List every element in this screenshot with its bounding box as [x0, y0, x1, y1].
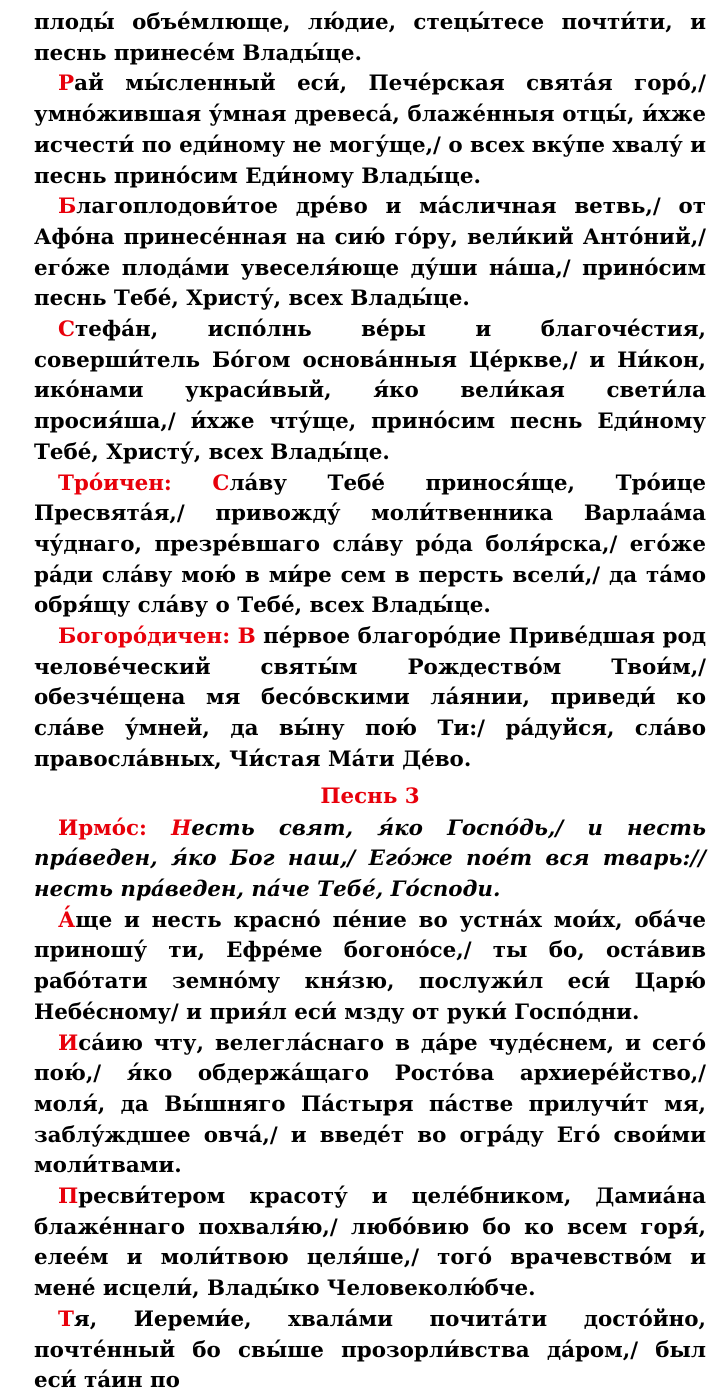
rubric-label: Богоро́дичен: — [58, 624, 238, 650]
irmos-text: есть свят, я́ко Госпо́дь,/ и несть пра́веден, я́ко Бог наш,/ Его́же пое́т вся тварь:// несть пра́веден, па́че Тебе́, Го́споди. — [34, 815, 706, 902]
paragraph-text: са́ию чту, велегла́снаго в да́ре чуде́снем, и сего́ пою́,/ я́ко обдержа́щаго Росто́ва архиере́йство,/ моля́, да Вы́шняго Па́стыря па́стве прилучи́т мя, заблу́ждшее овча́,/ и введе́т во огра́ду Его́ свои́ми моли́твами. — [34, 1030, 706, 1179]
red-initial: Т — [58, 1306, 74, 1332]
text-paragraph — [34, 906, 706, 1029]
paragraph-text: тефа́н, испо́лнь ве́ры и благоче́стия, соверши́тель Бо́гом основа́нныя Це́ркве,/ и Ни́кон, ико́нами украси́вый, я́ко вели́кая свети́ла просия́ша,/ и́хже чту́ще, прино́сим песнь Еди́ному Тебе́, Христу́, всех Влады́це. — [34, 317, 706, 465]
text-paragraph-continuation — [34, 8, 706, 69]
red-initial: И — [58, 1030, 79, 1056]
red-initial: В — [237, 624, 256, 650]
text-paragraph — [34, 1029, 706, 1183]
red-initial: Н — [171, 815, 192, 841]
red-initial: Р — [58, 71, 75, 97]
paragraph-text: плоды́ объе́млюще, лю́дие, стецы́тесе почти́ти, и песнь принесе́м Влады́це. — [34, 10, 706, 66]
paragraph-text: ще и несть красно́ пе́ние во устна́х мои́х, оба́че приношу́ ти, Ефре́ме богоно́се,/ ты бо, оста́вив рабо́тати земно́му кня́зю, послужи́л еси́ Царю́ Небе́сному/ и прия́л еси́ мзду от руки́ Госпо́дни. — [34, 907, 706, 1025]
text-paragraph — [34, 1305, 706, 1397]
ode-heading: Песнь 3 — [320, 783, 420, 809]
rubric-label: Тро́ичен: — [58, 470, 213, 496]
text-paragraph — [34, 315, 706, 469]
troparion-theotokion — [34, 622, 706, 776]
red-initial: Б — [58, 194, 77, 220]
troparion-trinity — [34, 469, 706, 623]
red-initial: А́ — [58, 907, 76, 933]
paragraph-text: пе́рвое благоро́дие Приве́дшая род челове́ческий святы́м Рождество́м Твои́м,/ обезче́щена мя бесо́вскими ла́янии, приведи́ ко сла́ве у́мней, да вы́ну пою́ Ти:/ ра́дуйся, сла́во правосла́вных, Чи́стая Ма́ти Де́во. — [34, 624, 706, 772]
red-initial: С — [58, 317, 76, 343]
rubric-label: Ирмо́с: — [58, 815, 172, 841]
text-paragraph — [34, 1182, 706, 1305]
text-paragraph — [34, 69, 706, 192]
paragraph-text: ай мы́сленный еси́, Пече́рская свята́я горо́,/ умно́жившая у́мная древеса́, блаже́нныя отцы́, и́хже исчести́ по еди́ному не могу́ще,/ о всех вку́пе хвалу́ и песнь прино́сим Еди́ному Влады́це. — [34, 71, 707, 189]
text-paragraph — [34, 192, 706, 315]
irmos-paragraph — [34, 814, 706, 906]
paragraph-text: лагоплодови́тое дре́во и ма́сличная ветвь,/ от Афо́на принесе́нная на сию́ го́ру, вели́кий Анто́ний,/ его́же плода́ми увеселя́юще ду́ши на́ша,/ прино́сим песнь Тебе́, Христу́, всех Влады́це. — [34, 194, 706, 312]
paragraph-text: ресви́тером красоту́ и целе́бником, Дамиа́на блаже́ннаго похваля́ю,/ любо́вию бо ко всем горя́, елее́м и моли́твою целя́ше,/ того́ врачевство́м и мене́ исцели́, Влады́ко Человеколю́бче. — [34, 1184, 706, 1302]
red-initial: С — [212, 470, 230, 496]
red-initial: П — [58, 1184, 79, 1210]
paragraph-text: ла́ву Тебе́ принося́ще, Тро́ице Пресвята́я,/ привожду́ моли́твенника Варлаа́ма чу́днаго, презре́вшаго сла́ву ро́да боля́рска,/ его́же ра́ди сла́ву мою́ в ми́ре сем в персть всели́,/ да та́мо обря́щу сла́ву о Тебе́, всех Влады́це. — [34, 470, 706, 619]
paragraph-text: я, Иереми́е, хвала́ми почита́ти досто́йно, почте́нный бо свы́ше прозорли́вства да́ром,/ был еси́ та́ин по — [34, 1306, 706, 1394]
